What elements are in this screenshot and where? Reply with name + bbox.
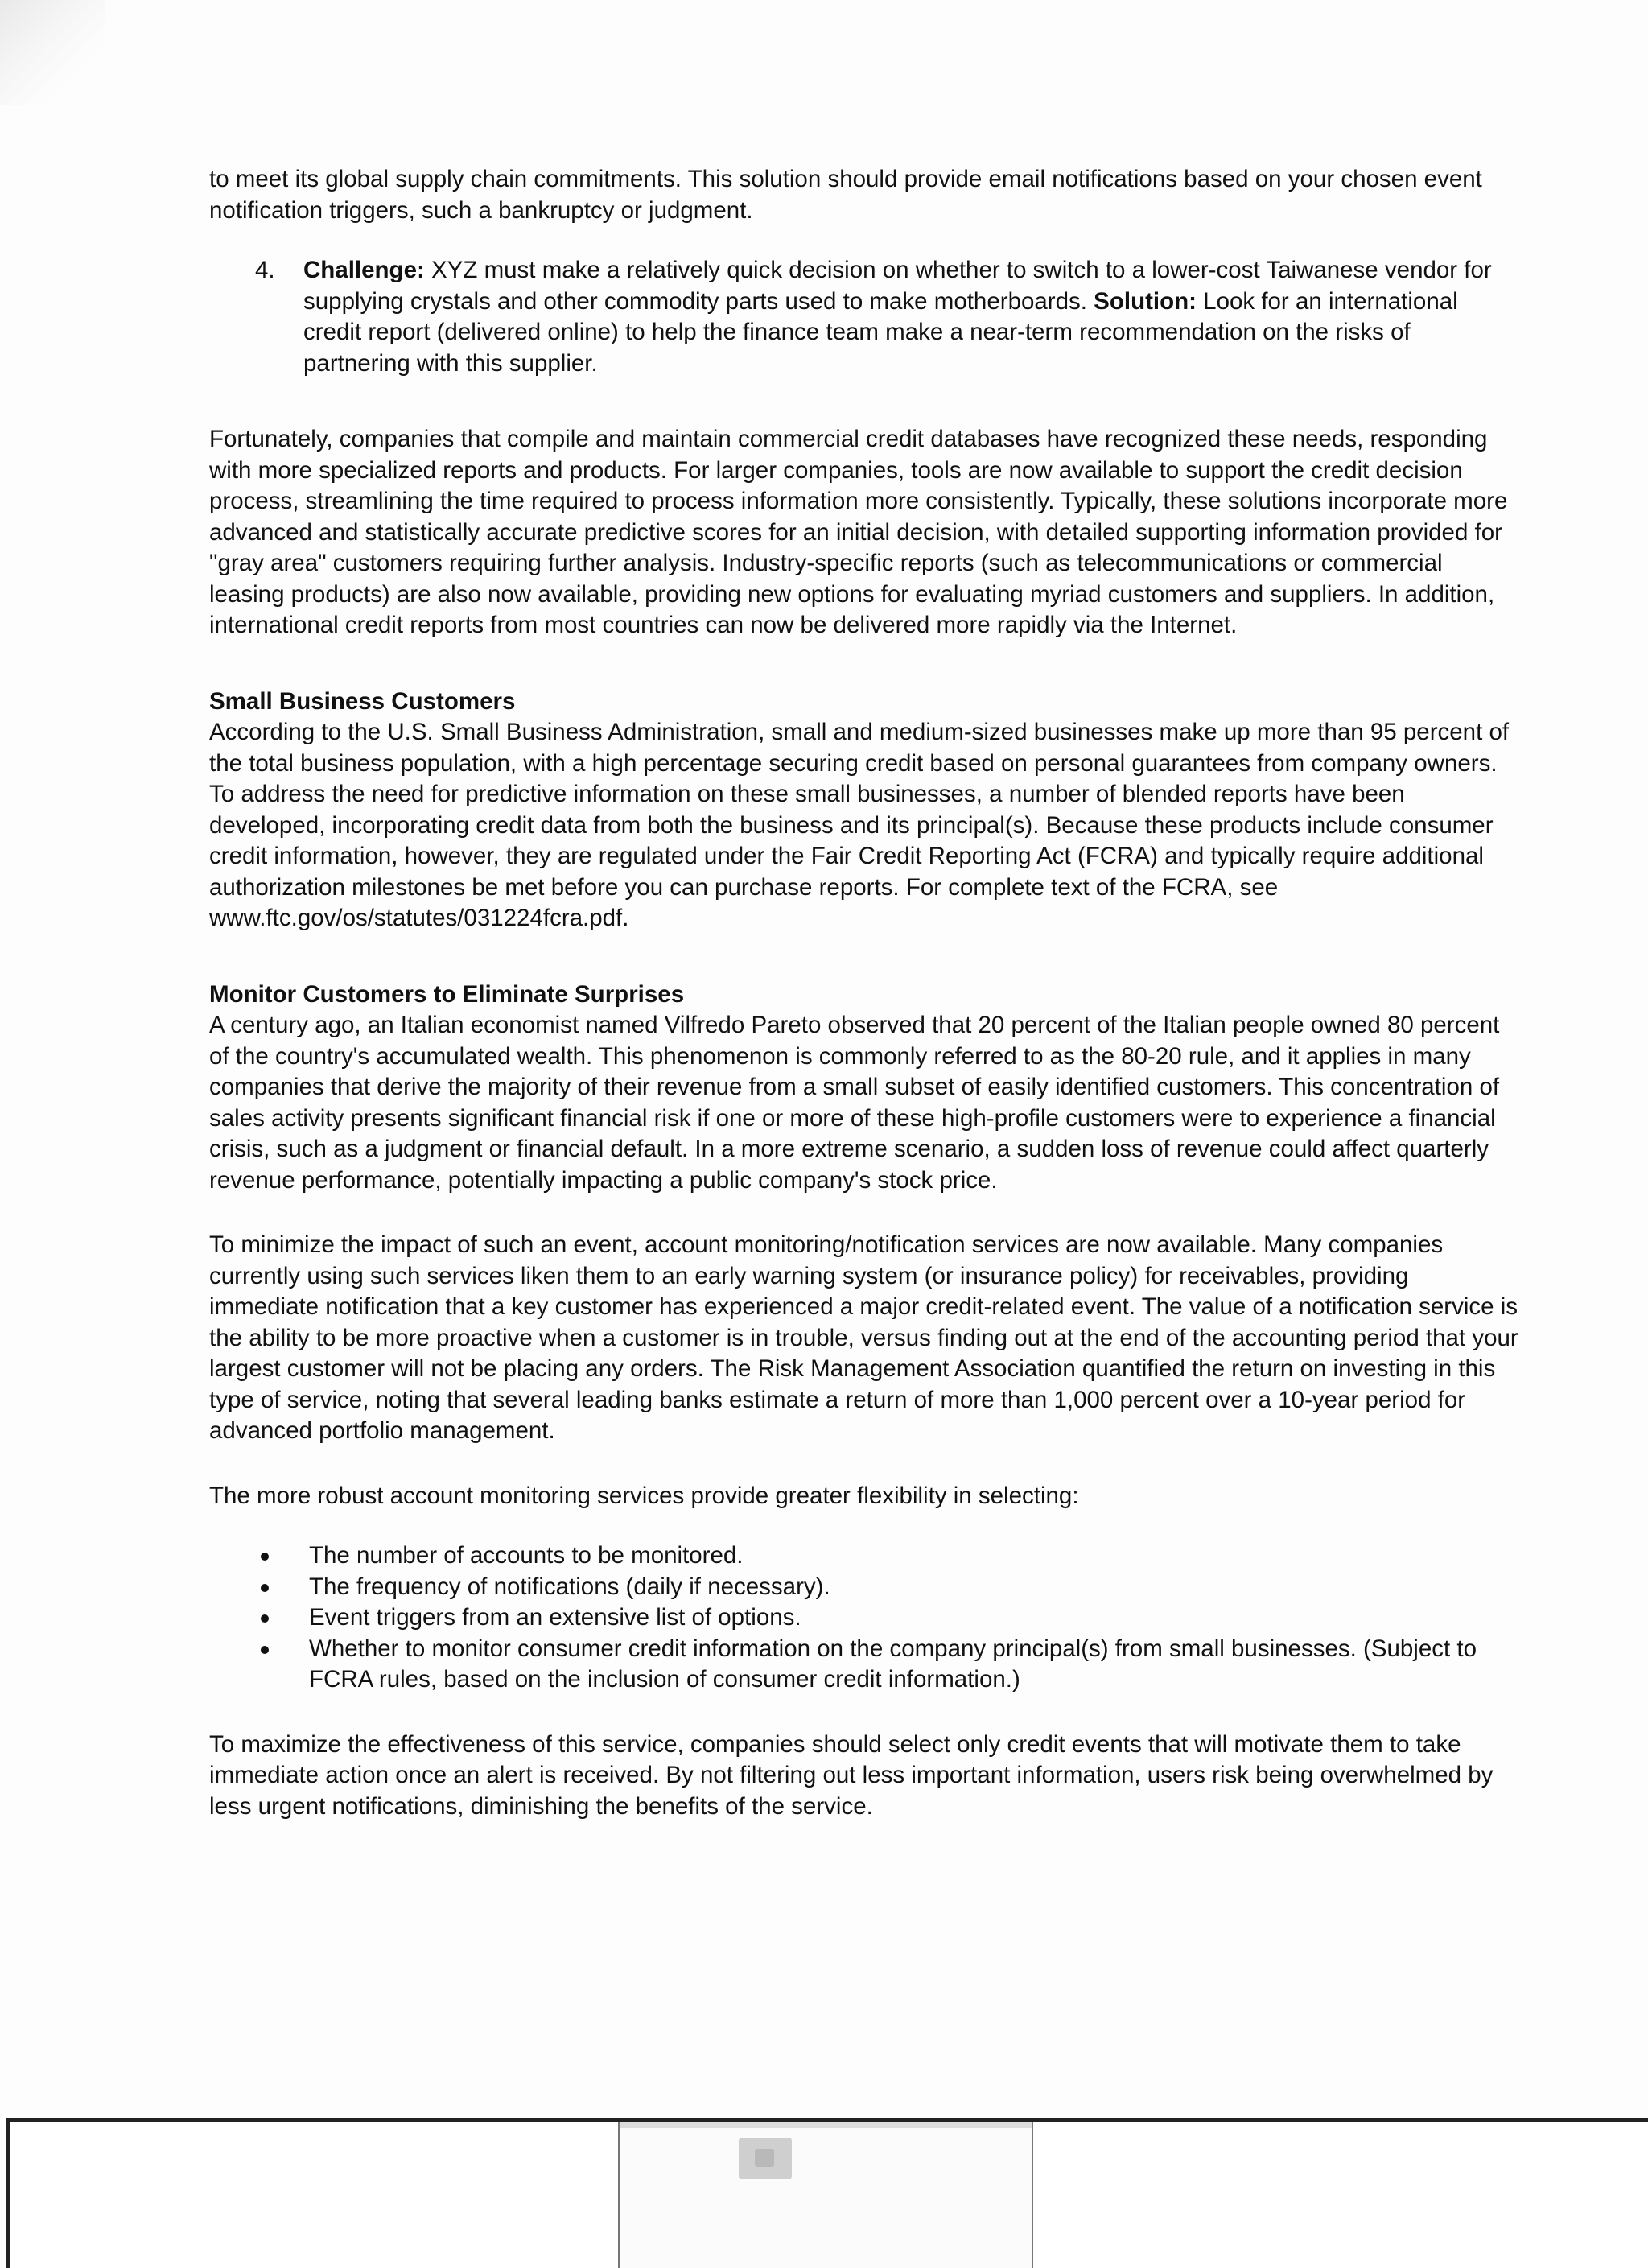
- bottom-left-edge: [6, 2118, 10, 2268]
- paragraph-pareto: A century ago, an Italian economist named Vilfredo Pareto observed that 20 percent of the Italian people owned 80 percent of the country's accumulated wealth. This phenomenon is commonly referred to as the 80-20 rule, and it applies in many companies that derive the majority of their revenue from a small subset of easily identified customers. This concentration of sales activity presents significant financial risk if one or more of these high-profile customers were to experience a financial crisis, such as a judgment or financial default. In a more extreme scenario, a sudden loss of revenue could affect quarterly revenue performance, potentially impacting a public company's stock price.: [209, 1012, 1500, 1194]
- bullet-icon: [261, 1553, 269, 1561]
- paragraph-robust-services: The more robust account monitoring services provide greater flexibility in selecting:: [209, 1482, 1079, 1509]
- list-item: [209, 1572, 1521, 1603]
- list-item: [209, 1602, 1521, 1634]
- solution-text: Look for an international credit report (delivered online) to help the finance team make a near-term recommendation on the risks of partnering with this supplier.: [303, 287, 1458, 377]
- bullet-list: [209, 1540, 1521, 1696]
- document-body: [209, 164, 1521, 1822]
- film-icon[interactable]: [739, 2138, 792, 2179]
- list-number: 4.: [255, 257, 275, 283]
- heading-monitor-customers: Monitor Customers to Eliminate Surprises: [209, 980, 685, 1008]
- list-item: [209, 1634, 1521, 1696]
- bullet-icon: [261, 1614, 269, 1623]
- scan-corner-artifact: [0, 0, 105, 105]
- list-item-text: Whether to monitor consumer credit information on the company principal(s) from small businesses. (Subject to FCRA rules, based on the inclusion of consumer credit information.): [309, 1635, 1477, 1693]
- paragraph-fortunately: Fortunately, companies that compile and maintain commercial credit databases have recognized these needs, responding with more specialized reports and products. For larger companies, tools are now available to support the credit decision process, streamlining the time required to process information more consistently. Typically, these solutions incorporate more advanced and statistically accurate predictive scores for an initial decision, with detailed supporting information provided for "gray area" customers requiring further analysis. Industry-specific reports (such as telecommunications or commercial leasing products) are also now available, providing new options for evaluating myriad customers and suppliers. In addition, international credit reports from most countries can now be delivered more rapidly via the Internet.: [209, 426, 1508, 638]
- paragraph-maximize-effectiveness: To maximize the effectiveness of this service, companies should select only credit events that will motivate them to take immediate action once an alert is received. By not filtering out less important information, users risk being overwhelmed by less urgent notifications, diminishing the benefits of the service.: [209, 1730, 1494, 1820]
- list-item-text: Event triggers from an extensive list of options.: [309, 1604, 801, 1631]
- solution-label: Solution:: [1094, 287, 1197, 315]
- heading-small-business: Small Business Customers: [209, 687, 516, 715]
- bullet-icon: [261, 1584, 269, 1592]
- list-item-4: [255, 255, 1521, 379]
- list-item-text: The frequency of notifications (daily if necessary).: [309, 1573, 830, 1600]
- challenge-label: Challenge:: [303, 257, 425, 283]
- bottom-center-panel: [618, 2122, 1033, 2268]
- panel-tab-strip: [620, 2122, 1032, 2128]
- paragraph-small-business: According to the U.S. Small Business Administration, small and medium-sized businesses make up more than 95 percent of the total business population, with a high percentage securing credit based on personal guarantees from company owners. To address the need for predictive information on these small businesses, a number of blended reports have been developed, incorporating credit data from both the business and its principal(s). Because these products include consumer credit information, however, they are regulated under the Fair Credit Reporting Act (FCRA) and typically require additional authorization milestones be met before you can purchase reports. For complete text of the FCRA, see www.ftc.gov/os/statutes/031224fcra.pdf.: [209, 719, 1510, 931]
- list-item: [209, 1540, 1521, 1572]
- list-item-text: The number of accounts to be monitored.: [309, 1542, 744, 1569]
- intro-continuation: to meet its global supply chain commitments. This solution should provide email notifications based on your chosen event notification triggers, such a bankruptcy or judgment.: [209, 166, 1482, 224]
- paragraph-minimize-impact: To minimize the impact of such an event, account monitoring/notification services are now available. Many companies currently using such services liken them to an early warning system (or insurance policy) for receivables, providing immediate notification that a key customer has experienced a major credit-related event. The value of a notification service is the ability to be more proactive when a customer is in trouble, versus finding out at the end of the accounting period that your largest customer will not be placing any orders. The Risk Management Association quantified the return on investing in this type of service, noting that several leading banks estimate a return of more than 1,000 percent over a 10-year period for advanced portfolio management.: [209, 1231, 1518, 1444]
- bullet-icon: [261, 1646, 269, 1654]
- challenge-text: XYZ must make a relatively quick decision on whether to switch to a lower-cost Taiwanese vendor for supplying crystals and other commodity parts used to make motherboards.: [303, 257, 1492, 315]
